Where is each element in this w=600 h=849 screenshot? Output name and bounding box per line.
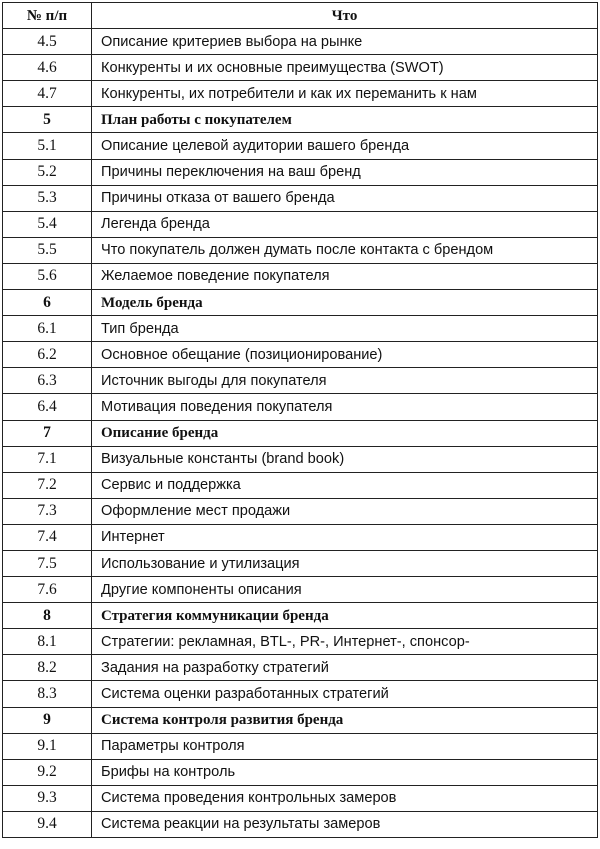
table-row	[3, 811, 598, 837]
row-text: Сервис и поддержка	[92, 472, 598, 498]
row-text: Оформление мест продажи	[92, 498, 598, 524]
row-number: 6.2	[3, 342, 92, 368]
section-row	[3, 603, 598, 629]
table-row	[3, 159, 598, 185]
row-text: Параметры контроля	[92, 733, 598, 759]
row-text: Описание целевой аудитории вашего бренда	[92, 133, 598, 159]
table-row	[3, 342, 598, 368]
table-row	[3, 577, 598, 603]
table-row	[3, 211, 598, 237]
row-number: 7.2	[3, 472, 92, 498]
table-row	[3, 759, 598, 785]
row-text: Стратегии: рекламная, BTL-, PR-, Интернет-, спонсор-	[92, 629, 598, 655]
row-number: 5.3	[3, 185, 92, 211]
table-row	[3, 237, 598, 263]
row-text: Описание бренда	[92, 420, 598, 446]
row-number: 6.1	[3, 316, 92, 342]
row-number: 5	[3, 107, 92, 133]
row-text: Описание критериев выбора на рынке	[92, 29, 598, 55]
table-row	[3, 263, 598, 289]
row-text: Система контроля развития бренда	[92, 707, 598, 733]
row-number: 7.4	[3, 524, 92, 550]
table-row	[3, 498, 598, 524]
row-number: 7	[3, 420, 92, 446]
row-text: Система оценки разработанных стратегий	[92, 681, 598, 707]
row-number: 6.4	[3, 394, 92, 420]
row-number: 8.1	[3, 629, 92, 655]
row-text: Система реакции на результаты замеров	[92, 811, 598, 837]
row-text: Легенда бренда	[92, 211, 598, 237]
row-number: 5.4	[3, 211, 92, 237]
row-number: 5.2	[3, 159, 92, 185]
table-row	[3, 185, 598, 211]
table-row	[3, 785, 598, 811]
row-number: 9.2	[3, 759, 92, 785]
table-row	[3, 524, 598, 550]
row-text: Источник выгоды для покупателя	[92, 368, 598, 394]
row-text: Стратегия коммуникации бренда	[92, 603, 598, 629]
row-number: 6.3	[3, 368, 92, 394]
row-number: 9.3	[3, 785, 92, 811]
row-number: 8	[3, 603, 92, 629]
table-row	[3, 733, 598, 759]
table-row	[3, 29, 598, 55]
row-number: 5.5	[3, 237, 92, 263]
row-number: 4.7	[3, 81, 92, 107]
table-row	[3, 655, 598, 681]
section-row	[3, 290, 598, 316]
row-text: Конкуренты и их основные преимущества (SWOT)	[92, 55, 598, 81]
header-row	[3, 3, 598, 29]
table-row	[3, 133, 598, 159]
row-text: Использование и утилизация	[92, 550, 598, 576]
row-number: 5.6	[3, 263, 92, 289]
row-text: Брифы на контроль	[92, 759, 598, 785]
table-row	[3, 681, 598, 707]
row-number: 9.1	[3, 733, 92, 759]
row-text: Причины переключения на ваш бренд	[92, 159, 598, 185]
row-text: Интернет	[92, 524, 598, 550]
row-text: Конкуренты, их потребители и как их переманить к нам	[92, 81, 598, 107]
row-number: 4.5	[3, 29, 92, 55]
table-row	[3, 446, 598, 472]
row-text: Модель бренда	[92, 290, 598, 316]
row-text: Основное обещание (позиционирование)	[92, 342, 598, 368]
row-number: 9.4	[3, 811, 92, 837]
contents-table	[2, 2, 598, 838]
row-number: 7.3	[3, 498, 92, 524]
row-number: 6	[3, 290, 92, 316]
row-text: Что покупатель должен думать после контакта с брендом	[92, 237, 598, 263]
header-what: Что	[92, 3, 598, 29]
table-row	[3, 55, 598, 81]
row-number: 4.6	[3, 55, 92, 81]
row-text: Причины отказа от вашего бренда	[92, 185, 598, 211]
section-row	[3, 707, 598, 733]
table-row	[3, 472, 598, 498]
table-row	[3, 550, 598, 576]
row-text: Система проведения контрольных замеров	[92, 785, 598, 811]
row-text: Тип бренда	[92, 316, 598, 342]
table-row	[3, 629, 598, 655]
row-text: Мотивация поведения покупателя	[92, 394, 598, 420]
row-number: 8.2	[3, 655, 92, 681]
row-text: Желаемое поведение покупателя	[92, 263, 598, 289]
row-text: Задания на разработку стратегий	[92, 655, 598, 681]
table-row	[3, 316, 598, 342]
row-number: 7.1	[3, 446, 92, 472]
table-body	[3, 29, 598, 838]
table-row	[3, 81, 598, 107]
header-num: № п/п	[3, 3, 92, 29]
table-header	[3, 3, 598, 29]
table-row	[3, 368, 598, 394]
table-row	[3, 394, 598, 420]
row-number: 8.3	[3, 681, 92, 707]
section-row	[3, 107, 598, 133]
row-text: Другие компоненты описания	[92, 577, 598, 603]
row-text: План работы с покупателем	[92, 107, 598, 133]
row-number: 9	[3, 707, 92, 733]
row-number: 5.1	[3, 133, 92, 159]
section-row	[3, 420, 598, 446]
row-number: 7.5	[3, 550, 92, 576]
row-text: Визуальные константы (brand book)	[92, 446, 598, 472]
row-number: 7.6	[3, 577, 92, 603]
